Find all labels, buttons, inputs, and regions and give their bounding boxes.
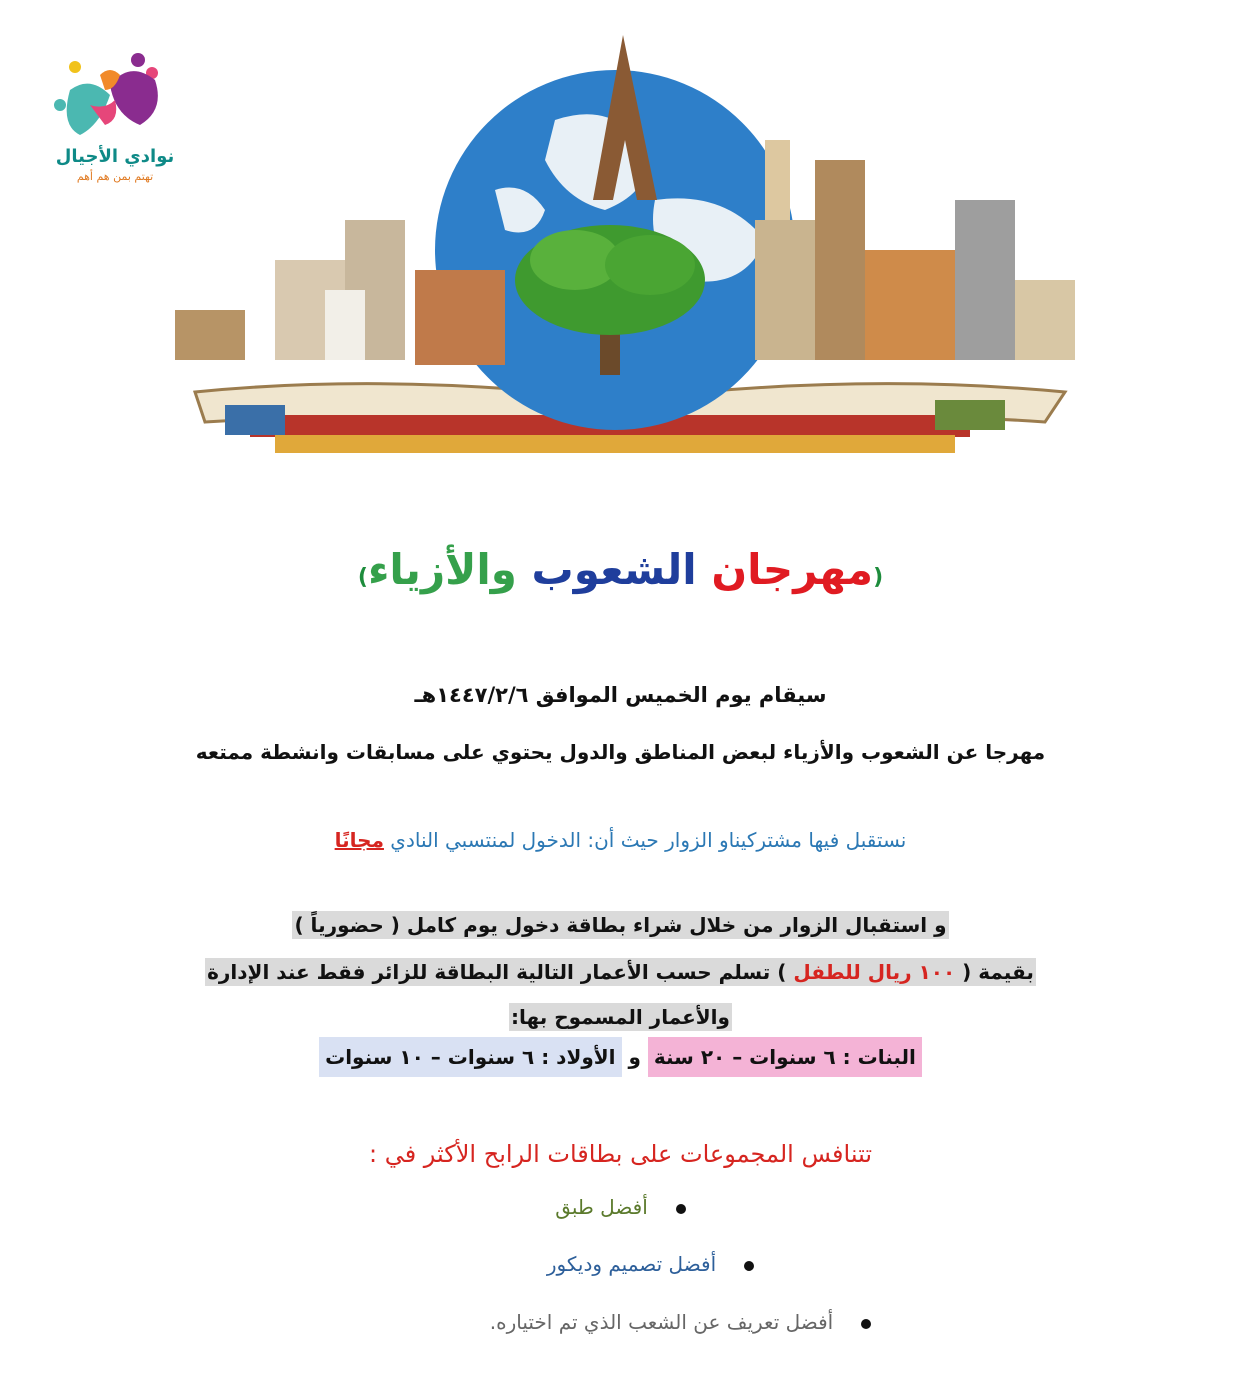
competition-item-intro: أفضل تعريف عن الشعب الذي تم اختياره.	[489, 1310, 834, 1334]
bullet-icon	[861, 1319, 871, 1329]
girls-ages: البنات : ٦ سنوات – ٢٠ سنة	[648, 1037, 922, 1077]
price-highlight	[205, 958, 1036, 986]
price-prefix: بقيمة (	[955, 960, 1034, 984]
title-word-peoples: الشعوب	[531, 545, 697, 594]
ticket-price: ١٠٠ ريال للطفل	[793, 960, 956, 984]
bullet-icon	[744, 1261, 754, 1271]
ages-and: و	[621, 1045, 648, 1069]
free-entry-label: مجانًا	[334, 828, 384, 852]
title-paren-open: (	[873, 565, 884, 590]
event-date: سيقام يوم الخميس الموافق ١٤٤٧/٢/٦هـ	[414, 683, 827, 707]
competition-item-design: أفضل تصميم وديكور	[546, 1252, 717, 1276]
welcome-line	[0, 828, 1241, 852]
ages-line	[0, 1045, 1241, 1069]
list-item	[0, 1310, 1241, 1334]
competition-item-dish: أفضل طبق	[555, 1195, 648, 1219]
title-word-costumes: والأزياء	[367, 545, 517, 594]
bullet-icon	[676, 1204, 686, 1214]
title-word-festival: مهرجان	[711, 545, 874, 594]
visitors-line	[0, 913, 1241, 937]
page-title	[0, 545, 1241, 594]
price-suffix: ) تسلم حسب الأعمار التالية البطاقة للزائر فقط عند الإدارة	[207, 960, 794, 984]
competition-heading: تتنافس المجموعات على بطاقات الرابح الأكثر في :	[368, 1140, 872, 1168]
event-description: مهرجا عن الشعوب والأزياء لبعض المناطق والدول يحتوي على مسابقات وانشطة ممتعه	[195, 740, 1046, 764]
visitors-text: و استقبال الزوار من خلال شراء بطاقة دخول يوم كامل ( حضورياً )	[294, 913, 947, 937]
ages-label-line	[0, 1005, 1241, 1029]
welcome-text: نستقبل فيها مشتركيناو الزوار حيث أن: الدخول لمنتسبي النادي	[383, 828, 907, 852]
list-item	[0, 1252, 1241, 1276]
ages-label: والأعمار المسموح بها:	[511, 1005, 730, 1029]
boys-ages: الأولاد : ٦ سنوات – ١٠ سنوات	[319, 1037, 621, 1077]
logo-name: نوادي الأجيال	[55, 146, 175, 167]
logo-tagline: تهتم بمن هم أهم	[76, 170, 154, 183]
price-line	[0, 960, 1241, 984]
title-paren-close: )	[357, 565, 368, 590]
hero-globe-books-image	[75, 20, 1140, 480]
list-item	[0, 1195, 1241, 1219]
